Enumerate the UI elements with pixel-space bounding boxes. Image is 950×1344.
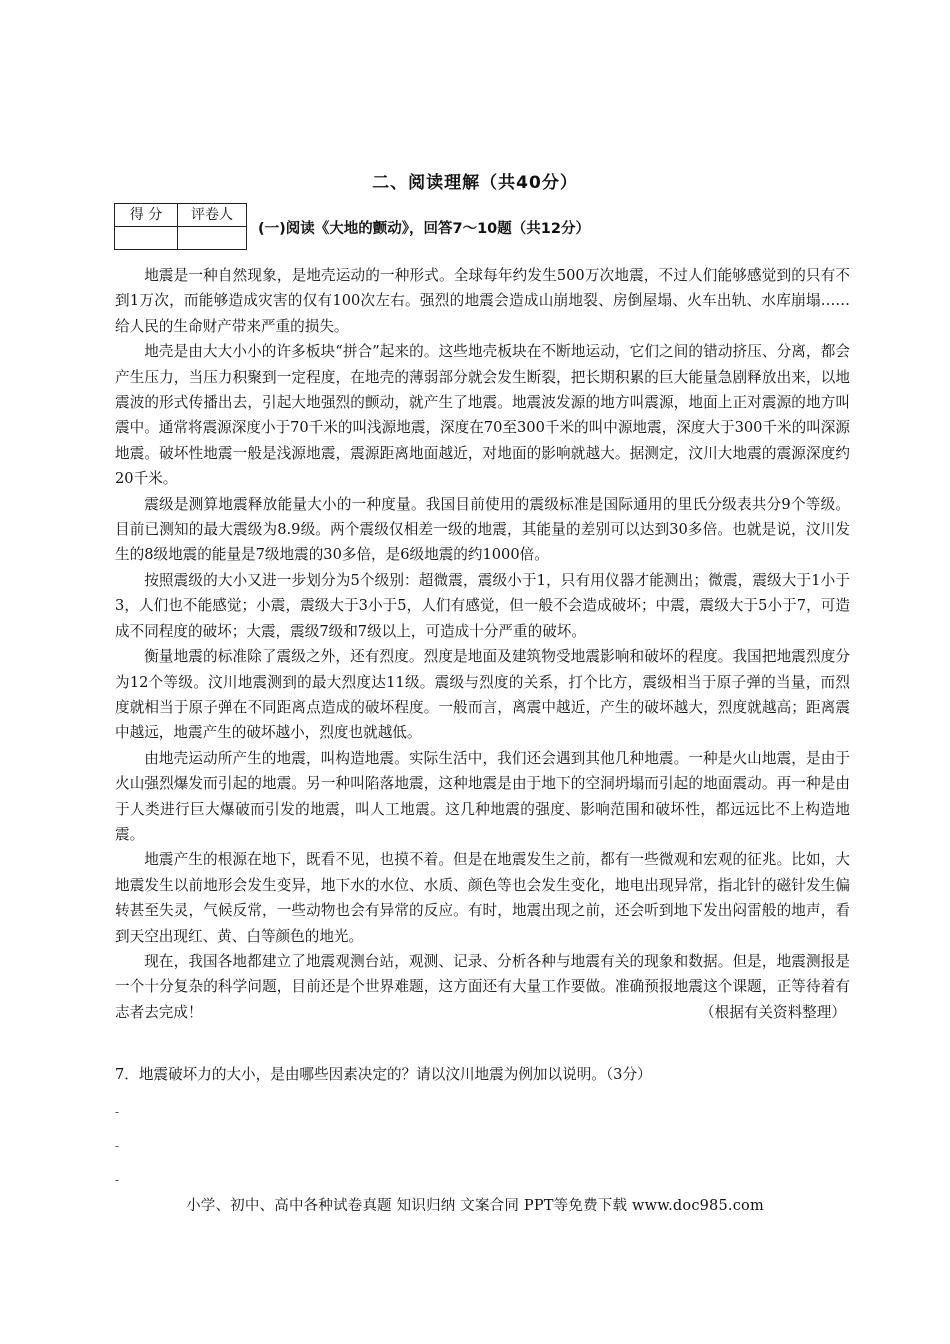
- section-title: 二、阅读理解（共40分）: [372, 173, 578, 193]
- paragraph-4: 按照震级的大小又进一步划分为5个级别：超微震，震级小于1，只有用仪器才能测出；微震，震级大于1小于3，人们也不能感觉；小震，震级大于3小于5，人们有感觉，但一般不会造成破坏；中震，震级大于5小于7，可造成不同程度的破坏；大震，震级7级和7级以上，可造成十分严重的破坏。: [115, 571, 850, 640]
- paragraph-3: 震级是测算地震释放能量大小的一种度量。我国目前使用的震级标准是国际通用的里氏分级表共分9个等级。目前已测知的最大震级为8.9级。两个震级仅相差一级的地震，其能量的差别可以达到30多倍。也就是说，汶川发生的8级地震的能量是7级地震的30多倍，是6级地震的约1000倍。: [115, 495, 850, 564]
- score-header: 得 分: [115, 204, 178, 227]
- answer-mark-1[interactable]: -: [115, 1105, 120, 1119]
- paragraph-2: 地壳是由大大小小的许多板块“拼合”起来的。这些地壳板块在不断地运动，它们之间的错动挤压、分离，都会产生压力，当压力积聚到一定程度，在地壳的薄弱部分就会发生断裂，把长期积累的巨大能量急剧释放出来，以地震波的形式传播出去，引起大地强烈的颤动，就产生了地震。地震波发源的地方叫震源，地面上正对震源的地方叫震中。通常将震源深度小于70千米的叫浅源地震，深度在70至300千米的叫中源地震，深度大于300千米的叫深源地震。破坏性地震一般是浅源地震，震源距离地面越近，对地面的影响就越大。据测定，汶川大地震的震源深度约20千米。: [115, 343, 850, 488]
- grader-cell: [178, 227, 247, 250]
- subsection-title: (一)阅读《大地的颤动》，回答7～10题（共12分）: [258, 221, 590, 237]
- question-7: 7．地震破坏力的大小，是由哪些因素决定的？请以汶川地震为例加以说明。（3分）: [115, 1066, 652, 1083]
- score-cell: [115, 227, 178, 250]
- answer-mark-2[interactable]: -: [115, 1139, 120, 1153]
- paragraph-5: 衡量地震的标准除了震级之外，还有烈度。烈度是地面及建筑物受地震影响和破坏的程度。我国把地震烈度分为12个等级。汶川地震测到的最大烈度达11级。震级与烈度的关系，打个比方，震级相当于原子弹的当量，而烈度就相当于原子弹在不同距离点造成的破坏程度。一般而言，离震中越近，产生的破坏越大，烈度就越高；距离震中越远，地震产生的破坏越小，烈度也就越低。: [115, 648, 850, 742]
- answer-mark-3[interactable]: -: [115, 1173, 120, 1187]
- grader-header: 评卷人: [178, 204, 247, 227]
- paragraph-8-text: 现在，我国各地都建立了地震观测台站，观测、记录、分析各种与地震有关的现象和数据。但是，地震测报是一个十分复杂的科学问题，目前还是个世界难题，这方面还有大量工作要做。准确预报地震这个课题，正等待着有志者去完成！: [115, 952, 850, 1021]
- footer-ad: 小学、初中、高中各种试卷真题 知识归纳 文案合同 PPT等免费下载 www.doc985.com: [186, 1198, 764, 1214]
- paragraph-6: 由地壳运动所产生的地震，叫构造地震。实际生活中，我们还会遇到其他几种地震。一种是火山地震，是由于火山强烈爆发而引起的地震。另一种叫陷落地震，这种地震是由于地下的空洞坍塌而引起的地面震动。再一种是由于人类进行巨大爆破而引发的地震，叫人工地震。这几种地震的强度、影响范围和破坏性，都远远比不上构造地震。: [115, 749, 850, 843]
- paragraph-7: 地震产生的根源在地下，既看不见，也摸不着。但是在地震发生之前，都有一些微观和宏观的征兆。比如，大地震发生以前地形会发生变异，地下水的水位、水质、颜色等也会发生变化，地电出现异常，指北针的磁针发生偏转甚至失灵，气候反常，一些动物也会有异常的反应。有时，地震出现之前，还会听到地下发出闷雷般的地声，看到天空出现红、黄、白等颜色的地光。: [115, 851, 850, 945]
- paragraph-8: [115, 949, 850, 1025]
- score-table: [114, 203, 247, 250]
- paragraph-1: 地震是一种自然现象，是地壳运动的一种形式。全球每年约发生500万次地震，不过人们能够感觉到的只有不到1万次，而能够造成灾害的仅有100次左右。强烈的地震会造成山崩地裂、房倒屋塌、火车出轨、水库崩塌……给人民的生命财产带来严重的损失。: [115, 267, 850, 335]
- source-note: （根据有关资料整理）: [700, 1003, 846, 1021]
- article-body: [115, 263, 850, 1025]
